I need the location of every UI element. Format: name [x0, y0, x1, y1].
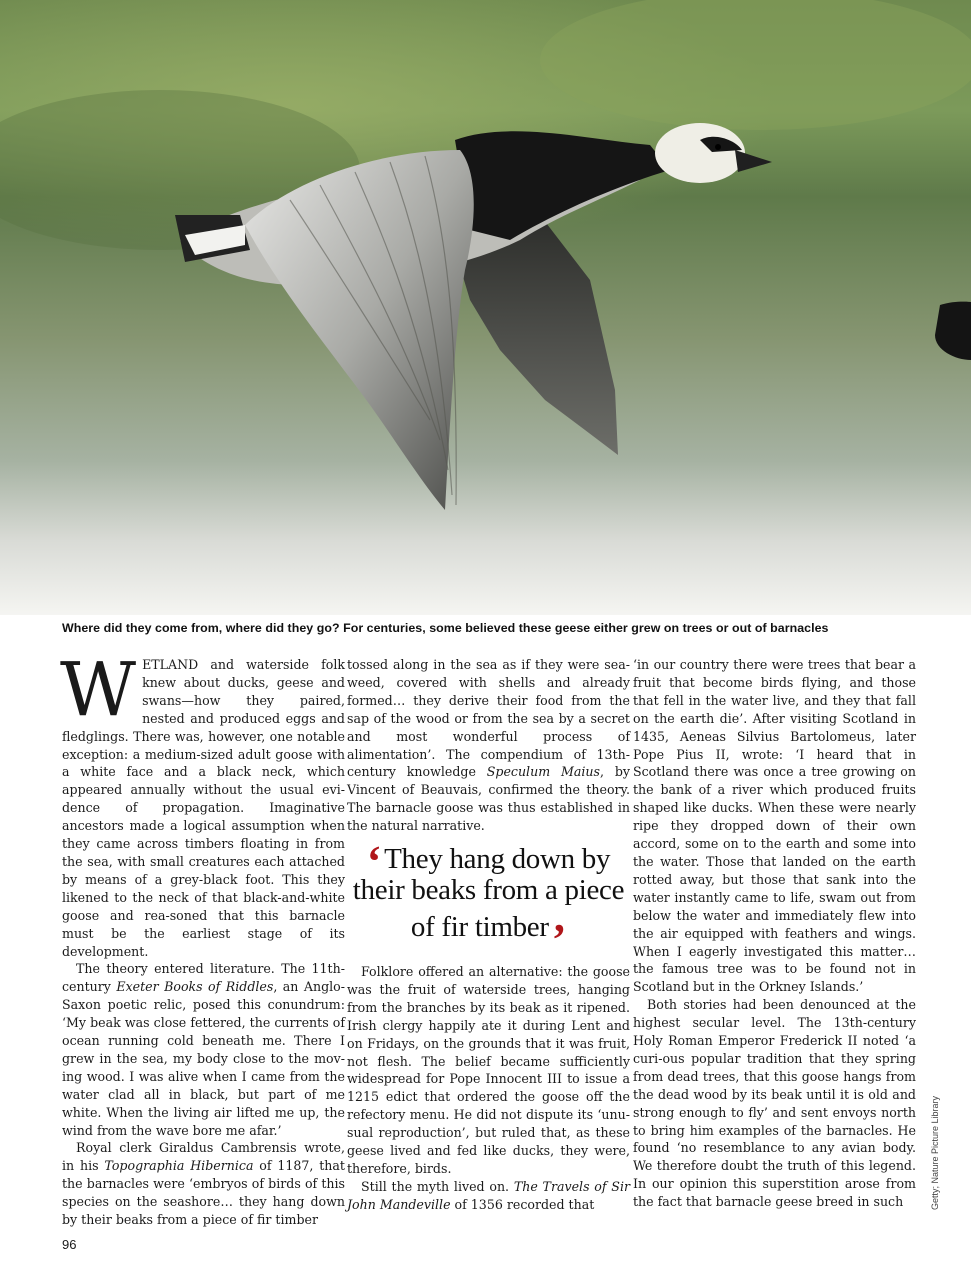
paragraph-text: Both stories had been denounced at the highest secular level. The 13th-century Holy Roman Emperor Frederick II noted ‘a curi-ous popular tradition that they spring from dead trees, that this goose hangs from the dead wood by its beak until it is old and strong enough to fly’ and sent envoys north to bring him examples of the barnacles. He found ‘no resemblance to any avian body. We therefore doubt the truth of this legend. In our opinion this superstition arose from the fact that barnacle geese breed in such	[633, 997, 916, 1210]
paragraph-text: of 1187, that the barnacles were ‘embryos of birds of this species on the seashore… they hang down by their beaks from a piece of fir timber	[62, 1158, 345, 1228]
paragraph	[633, 656, 916, 996]
paragraph-text: , an Anglo-Saxon poetic relic, posed this conundrum: ‘My beak was close fettered, the currents of ocean running cold beneath me. There I grew in the sea, my body close to the mov-ing wood. I was alive when I came from the water clad all in black, but part of me white. When the living air lifted me up, the wind from the wave bore me afar.’	[62, 979, 345, 1138]
pull-quote-text: They hang down by their beaks from a piece of fir timber	[352, 843, 625, 943]
paragraph-text: The theory entered literature. The 11th-century	[62, 961, 345, 995]
paragraph	[347, 656, 630, 835]
photo-caption: Where did they come from, where did they go? For centuries, some believed these geese either grew on trees or out of barnacles	[62, 621, 829, 635]
paragraph-text: , by Vincent of Beauvais, confirmed the theory. The barnacle goose was thus established in the natural narrative.	[347, 764, 630, 834]
article-column-2-bottom	[347, 963, 630, 1214]
paragraph-text: Folklore offered an alternative: the goose was the fruit of waterside trees, hanging from the branches by its beak as it ripened. Irish clergy happily ate it during Lent and on Fridays, on the grounds that it was fruit, not flesh. The belief became sufficiently widespread for Pope Innocent III to issue a 1215 edict that ordered the goose off the refectory menu. He did not dispute its ‘unu-sual reproduction’, but ruled that, as these geese lived and fed like ducks, they were, therefore, birds.	[347, 964, 630, 1176]
drop-cap: W	[60, 647, 137, 733]
barnacle-goose-illustration	[0, 0, 971, 615]
pull-quote	[347, 837, 630, 964]
paragraph-text: tossed along in the sea as if they were sea-weed, covered with shells and already formed… they derive their food from the sap of the wood or from the sea by a secret and most wonderful process of alimentation’. The compendium of 13th-century knowledge	[347, 657, 630, 780]
book-title: Speculum Maius	[486, 764, 600, 780]
paragraph-text: of 1356 recorded that	[450, 1196, 595, 1212]
article-column-1	[60, 647, 345, 1229]
paragraph	[62, 1139, 345, 1229]
paragraph	[347, 963, 630, 1178]
article-column-3	[633, 656, 916, 1211]
photo-credit: Getty; Nature Picture Library	[930, 1095, 940, 1210]
paragraph-text: Still the myth lived on.	[361, 1178, 514, 1194]
paragraph	[347, 1178, 630, 1214]
paragraph-text: ETLAND and waterside folk knew about ducks, geese and swans—how they paired, nested and produced eggs and fledglings. There was, however, one notable exception: a medium-sized adult goose with a white face and a black neck, which appeared annually without the usual evi-dence of propagation. Imaginative ancestors made a logical assumption when they came across timbers floating in from the sea, with small creatures each attached by means of a grey-black foot. This they likened to the neck of that black-and-white goose and rea-soned that this barnacle must be the earliest stage of its development.	[62, 657, 345, 959]
hero-photo	[0, 0, 971, 615]
paragraph	[62, 960, 345, 1139]
open-quote-mark: ‘	[366, 837, 382, 886]
paragraph-text: ‘in our country there were trees that bear a fruit that become birds flying, and those that fell in the water live, and they that fall on the earth die’. After visiting Scotland in 1435, Aeneas Silvius Bartolomeus, later Pope Pius II, wrote: ‘I heard that in Scotland there was once a tree growing on the bank of a river which produced fruits shaped like ducks. When these were nearly ripe they dropped down of their own accord, some on to the earth and some into the water. Those that landed on the earth rotted away, but those that sank into the water instantly came to life, swam out from below the water and immediately flew into the air equipped with feathers and wings. When I eagerly investigated this matter… the famous tree was to be found not in Scotland but in the Orkney Islands.’	[633, 657, 916, 995]
book-title: Exeter Books of Riddles	[116, 979, 274, 995]
book-title: The Travels of Sir John Mandeville	[347, 1178, 630, 1212]
paragraph	[60, 647, 345, 960]
paragraph	[633, 996, 916, 1211]
page-number: 96	[62, 1237, 77, 1252]
close-quote-mark: ’	[551, 915, 567, 964]
book-title: Topographia Hibernica	[104, 1158, 254, 1174]
article-column-2-top	[347, 656, 630, 835]
paragraph-text: Royal clerk Giraldus Cambrensis wrote, in his	[62, 1140, 345, 1174]
